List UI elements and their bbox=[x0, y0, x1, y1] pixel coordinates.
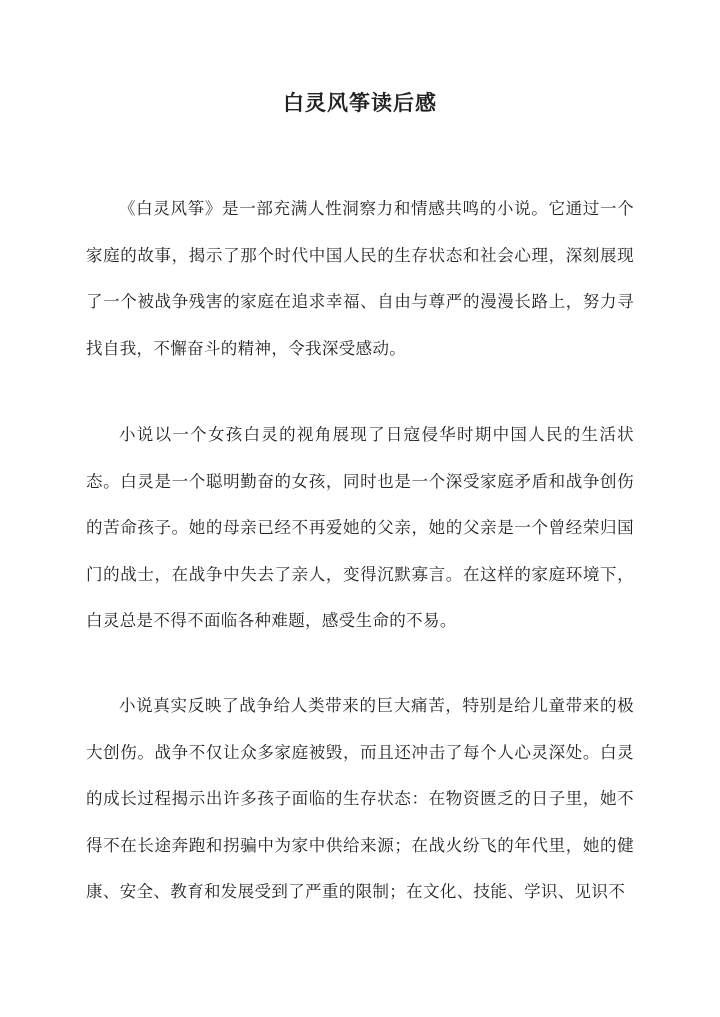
document-title: 白灵风筝读后感 bbox=[283, 90, 437, 115]
paragraph-intro: 《白灵风筝》是一部充满人性洞察力和情感共鸣的小说。它通过一个家庭的故事，揭示了那个时代中国人民的生存状态和社会心理，深刻展现了一个被战争残害的家庭在追求幸福、自由与尊严的漫漫长路上，努力寻找自我，不懈奋斗的精神，令我深受感动。 bbox=[86, 199, 634, 358]
paragraph-war-impact: 小说真实反映了战争给人类带来的巨大痛苦，特别是给儿童带来的极大创伤。战争不仅让众多家庭被毁，而且还冲击了每个人心灵深处。白灵的成长过程揭示出许多孩子面临的生存状态：在物资匮乏的日子里，她不得不在长途奔跑和拐骗中为家中供给来源；在战火纷飞的年代里，她的健康、安全、教育和发展受到了严重的限制；在文化、技能、学识、见识不 bbox=[86, 696, 634, 901]
paragraph-story: 小说以一个女孩白灵的视角展现了日寇侵华时期中国人民的生活状态。白灵是一个聪明勤奋的女孩，同时也是一个深受家庭矛盾和战争创伤的苦命孩子。她的母亲已经不再爱她的父亲，她的父亲是一个曾经荣归国门的战士，在战争中失去了亲人，变得沉默寡言。在这样的家庭环境下，白灵总是不得不面临各种难题，感受生命的不易。 bbox=[86, 425, 634, 630]
